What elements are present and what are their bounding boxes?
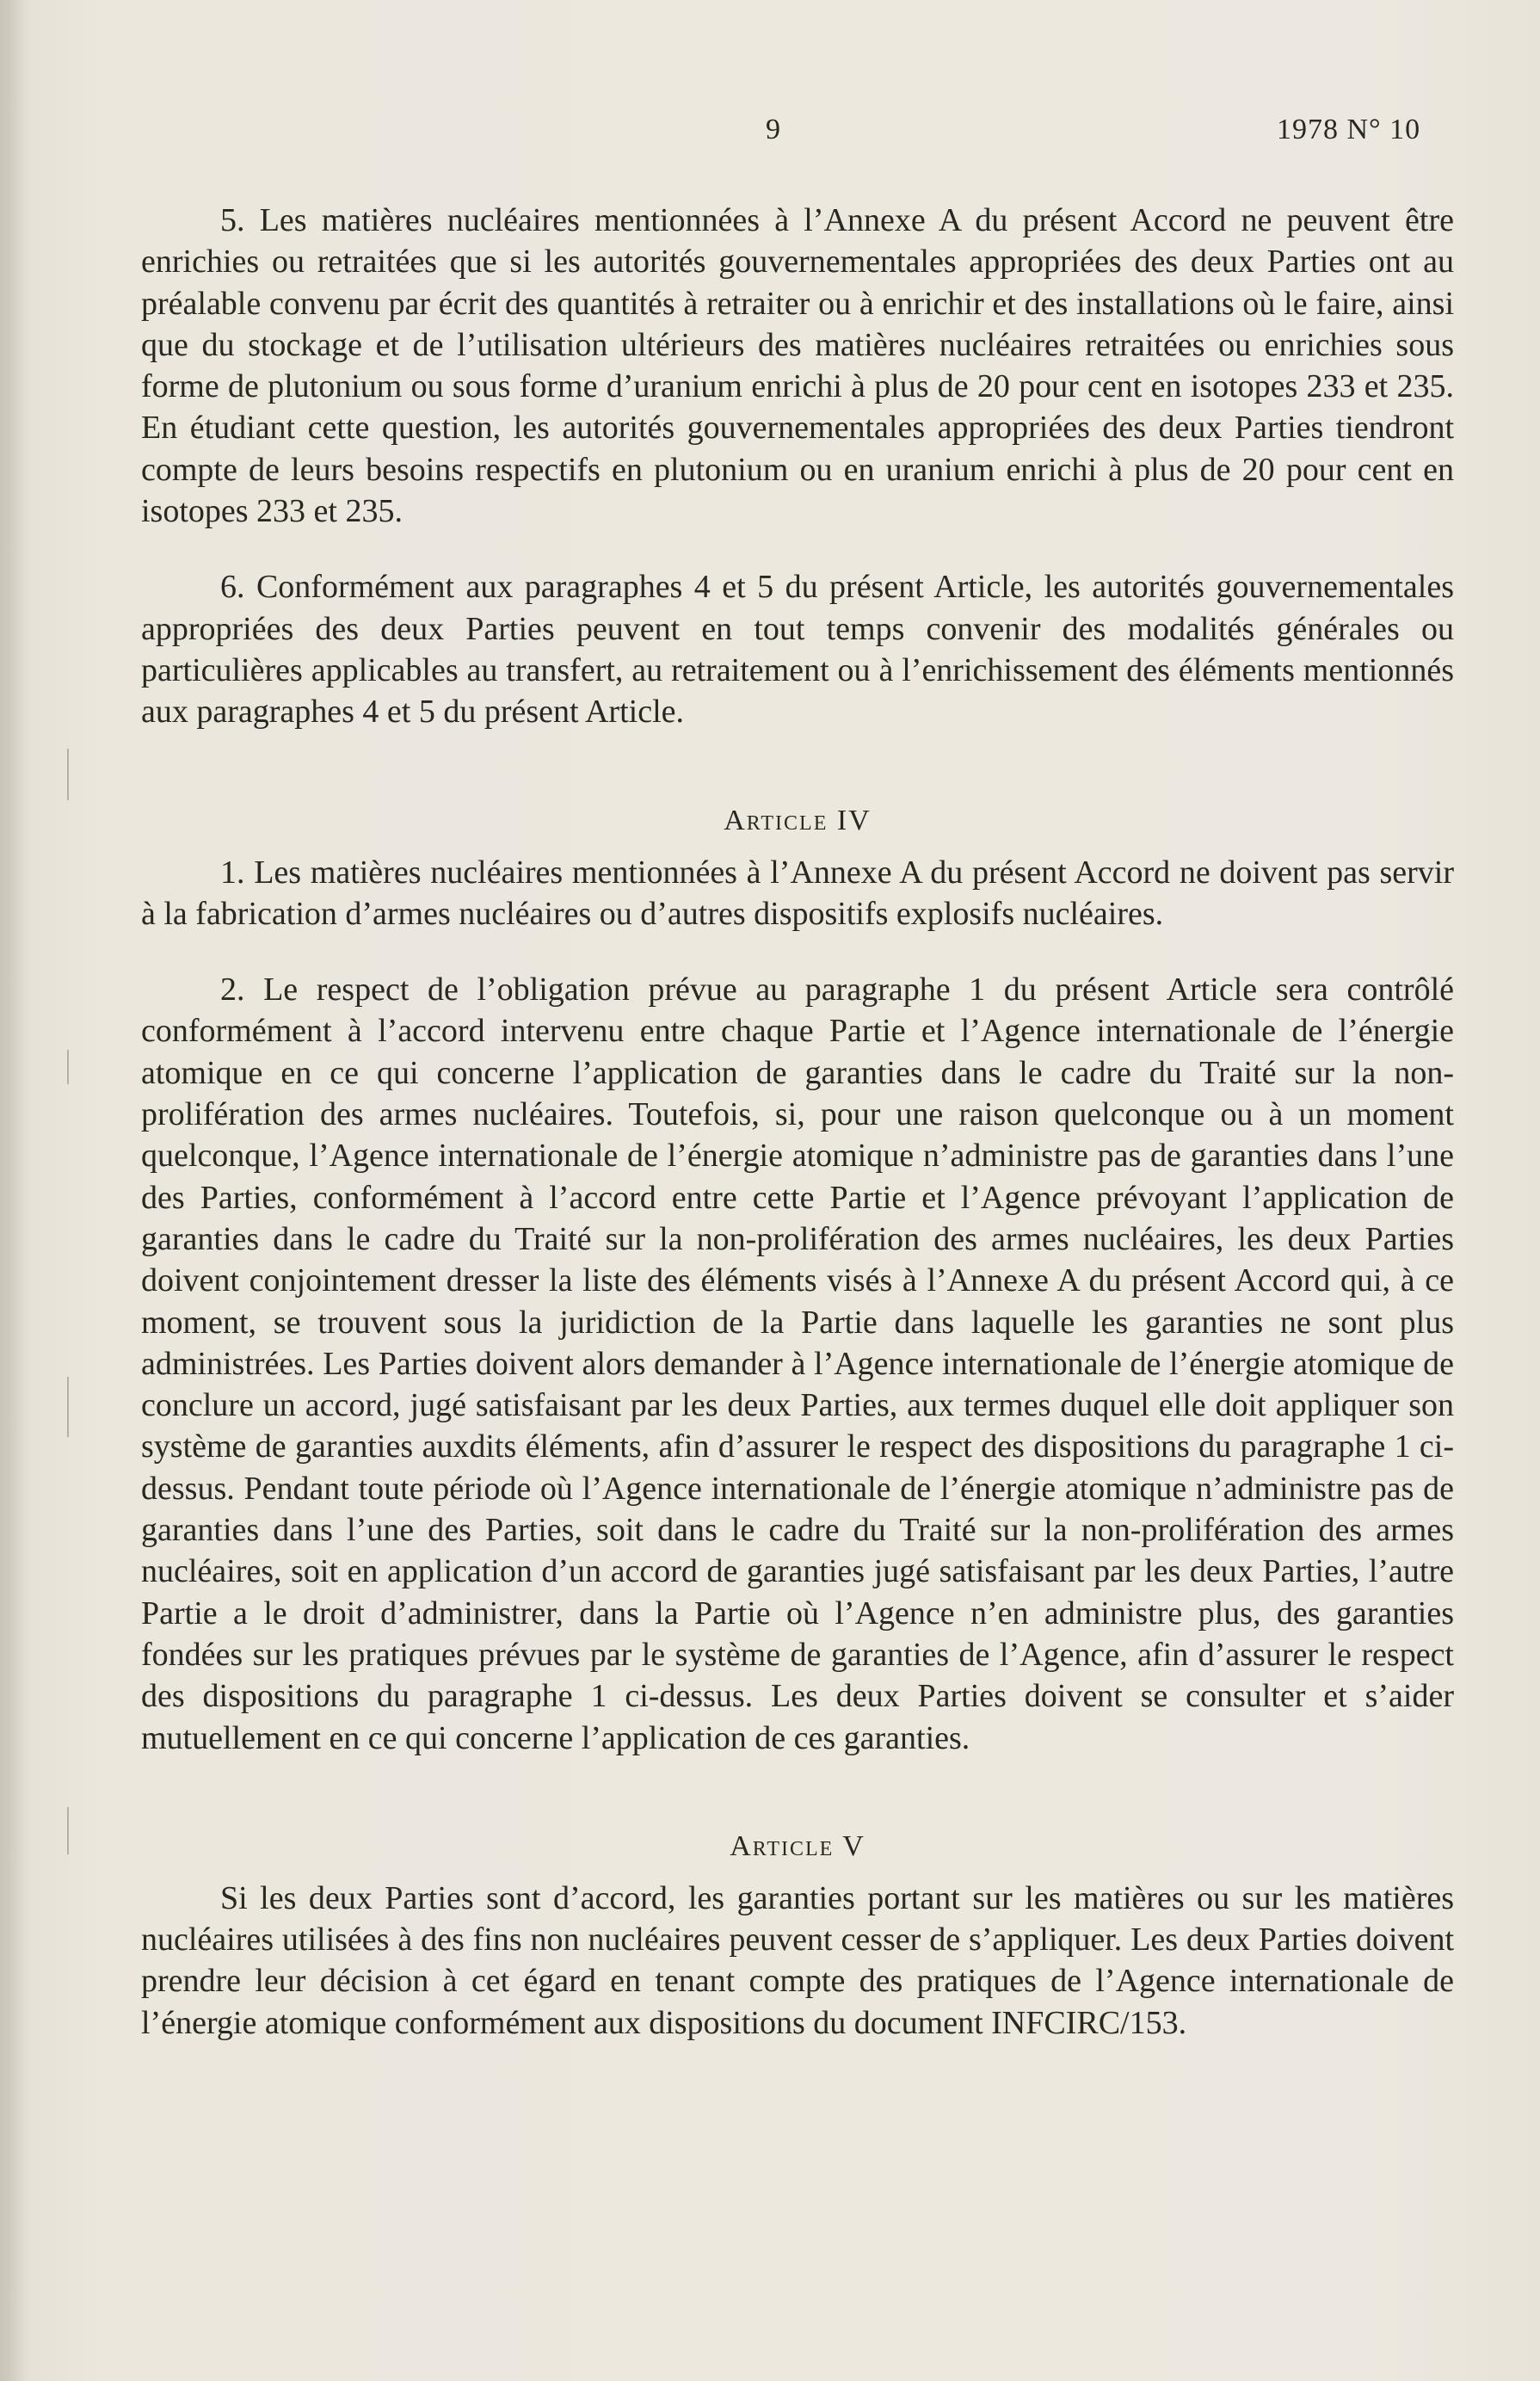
article-v-paragraph: Si les deux Parties sont d’accord, les garanties portant sur les matières ou sur les matières nucléaires utilisées à des fins non nucléaires peuvent cesser de s’appliquer. Les deux Parties doivent prendre leur décision à cet égard en tenant compte des pratiques de l’Agence internationale de l’énergie atomique conformément aux dispositions du document INFCIRC/153. bbox=[141, 1879, 1454, 2041]
page-number: 9 bbox=[766, 114, 780, 145]
margin-mark bbox=[67, 1807, 69, 1854]
page-gutter-shadow bbox=[0, 0, 26, 2381]
document-body bbox=[141, 200, 1454, 2044]
margin-mark bbox=[67, 1050, 69, 1084]
page-header bbox=[0, 114, 1540, 165]
paragraph-5: 5. Les matières nucléaires mentionnées à l’Annexe A du présent Accord ne peuvent être enrichies ou retraitées que si les autorités gouvernementales appropriées des deux Parties ont au préalable convenu par écrit des quantités à retraiter ou à enrichir et des installations où le faire, ainsi que du stockage et de l’utilisation ultérieurs des matières nucléaires retraitées ou enrichies sous forme de plutonium ou sous forme d’uranium enrichi à plus de 20 pour cent en isotopes 233 et 235. En étudiant cette question, les autorités gouvernementales appropriées des deux Parties tiendront compte de leurs besoins respectifs en plutonium ou en uranium enrichi à plus de 20 pour cent en isotopes 233 et 235. bbox=[141, 202, 1454, 530]
paragraph-6: 6. Conformément aux paragraphes 4 et 5 du présent Article, les autorités gouvernementales appropriées des deux Parties peuvent en tout temps convenir des modalités générales ou particulières applicables au transfert, au retraitement ou à l’enrichissement des éléments mentionnés aux paragraphes 4 et 5 du présent Article. bbox=[141, 569, 1454, 731]
article-v-heading: Article V bbox=[730, 1829, 865, 1862]
article-iv-paragraph-1: 1. Les matières nucléaires mentionnées à l’Annexe A du présent Accord ne doivent pas servir à la fabrication d’armes nucléaires ou d’autres dispositifs explosifs nucléaires. bbox=[141, 854, 1454, 932]
margin-mark bbox=[67, 749, 69, 800]
article-iv-paragraph-2: 2. Le respect de l’obligation prévue au paragraphe 1 du présent Article sera contrôlé conformément à l’accord intervenu entre chaque Partie et l’Agence internationale de l’énergie atomique en ce qui concerne l’application de garanties dans le cadre du Traité sur la non-prolifération des armes nucléaires. Toutefois, si, pour une raison quelconque ou à un moment quelconque, l’Agence internationale de l’énergie atomique n’administre pas de garanties dans l’une des Parties, conformément à l’accord entre cette Partie et l’Agence prévoyant l’application de garanties dans le cadre du Traité sur la non-prolifération des armes nucléaires, les deux Parties doivent conjointement dresser la liste des éléments visés à l’Annexe A du présent Accord qui, à ce moment, se trouvent sous la juridiction de la Partie dans laquelle les garanties ne sont plus administrées. Les Parties doivent alors demander à l’Agence internationale de l’énergie atomique de conclure un accord, jugé satisfaisant par les deux Parties, aux termes duquel elle doit appliquer son système de garanties auxdits éléments, afin d’assurer le respect des dispositions du paragraphe 1 ci-dessus. Pendant toute période où l’Agence internationale de l’énergie atomique n’administre pas de garanties dans l’une des Parties, soit dans le cadre du Traité sur la non-prolifération des armes nucléaires, soit en application d’un accord de garanties jugé satisfaisant par les deux Parties, l’autre Partie a le droit d’administrer, dans la Partie où l’Agence n’en administre plus, des garanties fondées sur les pratiques prévues par le système de garanties de l’Agence, afin d’assurer le respect des dispositions du paragraphe 1 ci-dessus. Les deux Parties doivent se consulter et s’aider mutuellement en ce qui concerne l’application de ces garanties. bbox=[141, 972, 1454, 1756]
series-reference: 1978 N° 10 bbox=[1277, 114, 1421, 145]
article-iv-heading: Article IV bbox=[724, 804, 872, 836]
margin-mark bbox=[67, 1377, 69, 1437]
